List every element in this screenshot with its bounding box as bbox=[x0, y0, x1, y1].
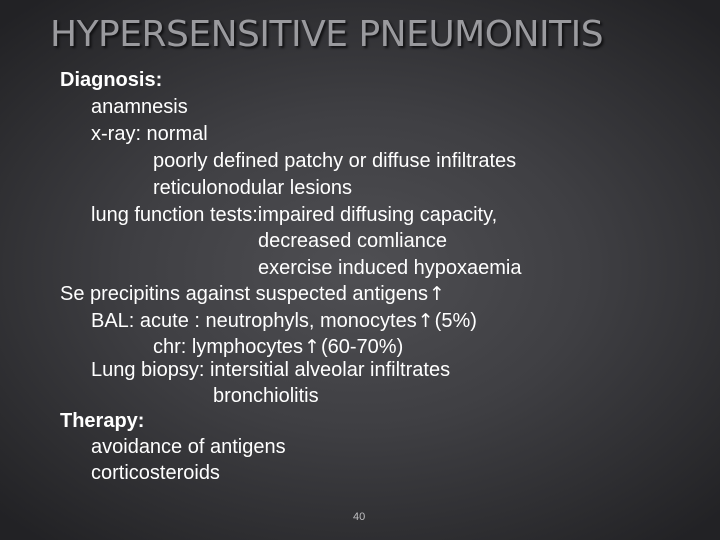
compliance-line: decreased comliance bbox=[258, 230, 447, 252]
diagnosis-heading: Diagnosis: bbox=[60, 69, 163, 91]
up-arrow-icon: ↑ bbox=[304, 336, 320, 358]
slide-number: 40 bbox=[353, 511, 366, 523]
lung-function-line: lung function tests:impaired diffusing capacity, bbox=[91, 204, 498, 226]
bal-line bbox=[91, 309, 477, 333]
chr-percent: (60-70%) bbox=[320, 336, 404, 358]
exercise-line: exercise induced hypoxaemia bbox=[258, 257, 522, 279]
slide-title: HYPERSENSITIVE PNEUMONITIS bbox=[50, 14, 604, 55]
therapy-heading: Therapy: bbox=[60, 410, 145, 432]
up-arrow-icon: ↑ bbox=[429, 283, 445, 305]
xray-infiltrates-line: poorly defined patchy or diffuse infiltrates bbox=[153, 150, 517, 172]
precipitins-text: Se precipitins against suspected antigens bbox=[60, 283, 429, 305]
up-arrow-icon: ↑ bbox=[417, 310, 434, 332]
biopsy-line: Lung biopsy: intersitial alveolar infiltrates bbox=[91, 359, 451, 381]
chr-text: chr: lymphocytes bbox=[153, 336, 304, 358]
bronchiolitis-line: bronchiolitis bbox=[213, 385, 319, 407]
bal-text: BAL: acute : neutrophyls, monocytes bbox=[91, 310, 417, 332]
xray-line: x-ray: normal bbox=[91, 123, 208, 145]
anamnesis-line: anamnesis bbox=[91, 96, 188, 118]
chr-line bbox=[153, 335, 403, 359]
bal-percent: (5%) bbox=[434, 310, 477, 332]
precipitins-line bbox=[60, 282, 446, 306]
avoidance-line: avoidance of antigens bbox=[91, 436, 286, 458]
xray-lesions-line: reticulonodular lesions bbox=[153, 177, 353, 199]
corticosteroids-line: corticosteroids bbox=[91, 462, 220, 484]
